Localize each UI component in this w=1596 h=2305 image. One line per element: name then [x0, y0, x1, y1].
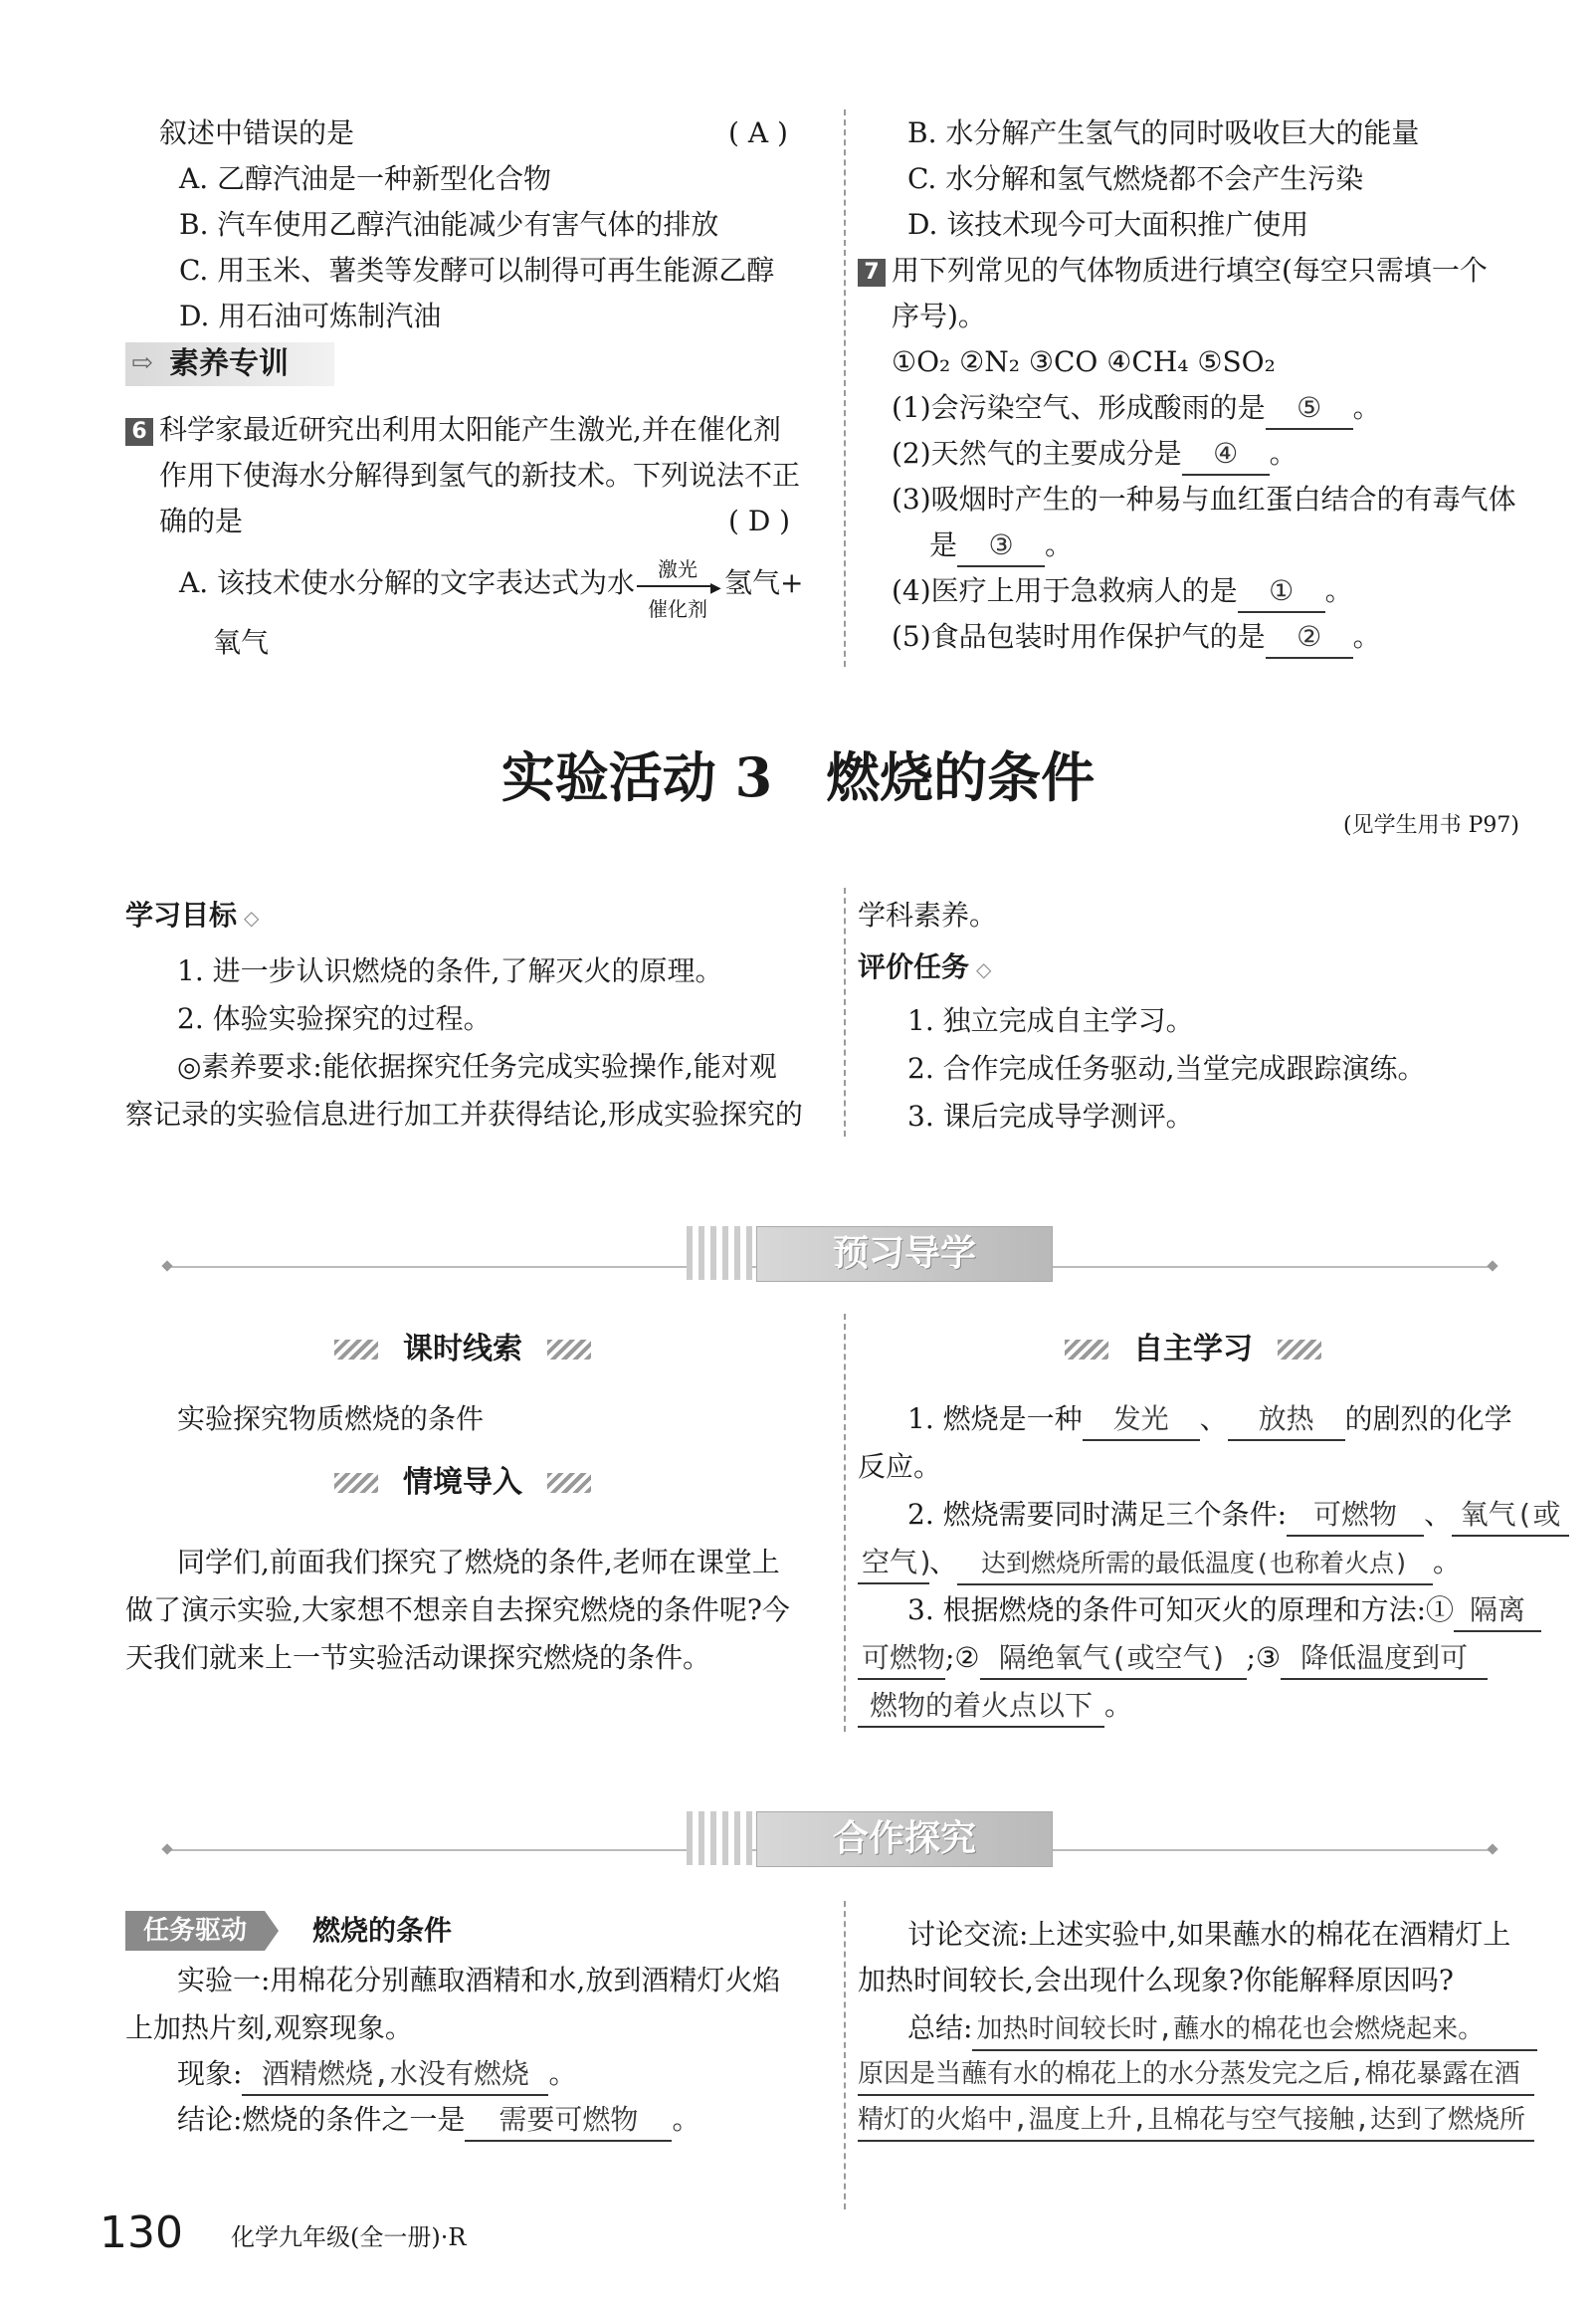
- section-tag: [125, 342, 334, 386]
- q7-item-4: (4)医疗上用于急救病人的是 ① 。: [892, 571, 1353, 613]
- q6-number: 6: [125, 418, 153, 446]
- literacy-line2: 察记录的实验信息进行加工并获得结论,形成实验探究的: [125, 1098, 803, 1131]
- banner-stripes: [687, 1811, 752, 1865]
- self-q1-line2: 反应。: [858, 1450, 942, 1483]
- q7-line2: 序号)。: [892, 300, 986, 332]
- activity-ref: (见学生用书 P97): [1343, 813, 1519, 838]
- q7-item-2: (2)天然气的主要成分是 ④ 。: [892, 434, 1297, 476]
- q6-option-a-product: 氢气+: [724, 566, 804, 599]
- q5-tail: 叙述中错误的是: [159, 116, 355, 149]
- conclusion: 结论:燃烧的条件之一是 需要可燃物 。: [177, 2100, 699, 2142]
- q7-item-1: (1)会污染空气、形成酸雨的是 ⑤ 。: [892, 388, 1381, 430]
- diamond-icon: ◇: [237, 906, 260, 930]
- goals-heading: 学习目标 ◇: [125, 899, 260, 932]
- q7-item-3: (3)吸烟时产生的一种易与血红蛋白结合的有毒气体: [892, 483, 1516, 516]
- summary-line3: 精灯的火焰中,温度上升,且棉花与空气接触,达到了燃烧所: [858, 2100, 1534, 2142]
- q5-answer: ( A ): [728, 116, 788, 149]
- arrow-icon: ⇨: [131, 348, 153, 378]
- badge-arrow-icon: [265, 1911, 279, 1951]
- literacy-tail: 学科素养。: [858, 899, 998, 932]
- book-title: 化学九年级(全一册)·R: [231, 2223, 467, 2251]
- intro-line1: 同学们,前面我们探究了燃烧的条件,老师在课堂上: [177, 1546, 780, 1578]
- self-study-heading: 自主学习: [1118, 1330, 1268, 1369]
- section-tag-label: 素养专训: [169, 346, 289, 381]
- discussion-line1: 讨论交流:上述实验中,如果蘸水的棉花在酒精灯上: [907, 1918, 1511, 1951]
- summary-line2: 原因是当蘸有水的棉花上的水分蒸发完之后,棉花暴露在酒: [858, 2054, 1534, 2096]
- q7-options: ①O₂ ②N₂ ③CO ④CH₄ ⑤SO₂: [892, 345, 1276, 378]
- q6-option-d: D. 该技术现今可大面积推广使用: [907, 208, 1309, 241]
- q6-option-a-line2: 氧气: [213, 626, 270, 659]
- summary-line1: 总结: 加热时间较长时,蘸水的棉花也会燃烧起来。: [907, 2008, 1537, 2051]
- goal-1: 1. 进一步认识燃烧的条件,了解灭火的原理。: [177, 954, 723, 987]
- q5-option-d: D. 用石油可炼制汽油: [179, 300, 442, 332]
- q7-number: 7: [858, 259, 886, 287]
- self-q1: 1. 燃烧是一种 发光 、 放热 的剧烈的化学: [907, 1399, 1512, 1441]
- clues-heading: 课时线索: [388, 1330, 537, 1369]
- q7-item-5: (5)食品包装时用作保护气的是 ② 。: [892, 617, 1381, 659]
- page-number: 130: [100, 2207, 183, 2258]
- q7-item-3b: 是 ③ 。: [929, 525, 1073, 567]
- preview-banner: 预习导学: [756, 1226, 1053, 1282]
- intro-line2: 做了演示实验,大家想不想亲自去探究燃烧的条件呢?今: [125, 1593, 790, 1626]
- self-q3-line3: 燃物的着火点以下 。: [858, 1686, 1132, 1728]
- literacy-line1: ◎素养要求:能依据探究任务完成实验操作,能对观: [177, 1050, 777, 1083]
- coop-banner: 合作探究: [756, 1811, 1053, 1867]
- diamond-icon: ◇: [969, 957, 992, 981]
- evaluation-1: 1. 独立完成自主学习。: [907, 1004, 1194, 1037]
- evaluation-2: 2. 合作完成任务驱动,当堂完成跟踪演练。: [907, 1052, 1426, 1085]
- q5-option-b: B. 汽车使用乙醇汽油能减少有害气体的排放: [179, 208, 719, 241]
- reaction-arrow: 激光 ▶ 催化剂: [635, 553, 720, 623]
- q5-option-c: C. 用玉米、薯类等发酵可以制得可再生能源乙醇: [179, 254, 775, 287]
- self-q3-line2: 可燃物;② 隔绝氧气(或空气) ;③ 降低温度到可: [858, 1638, 1488, 1680]
- exp-line2: 上加热片刻,观察现象。: [125, 2011, 413, 2044]
- q6-line2: 作用下使海水分解得到氢气的新技术。下列说法不正: [159, 459, 801, 492]
- exp-line1: 实验一:用棉花分别蘸取酒精和水,放到酒精灯火焰: [177, 1964, 781, 1996]
- evaluation-heading: 评价任务 ◇: [858, 950, 992, 983]
- q6-option-c: C. 水分解和氢气燃烧都不会产生污染: [907, 162, 1364, 195]
- clues-text: 实验探究物质燃烧的条件: [177, 1402, 485, 1435]
- banner-stripes: [687, 1226, 752, 1280]
- evaluation-3: 3. 课后完成导学测评。: [907, 1100, 1194, 1133]
- activity-title: 实验活动 3 燃烧的条件: [500, 745, 1096, 809]
- intro-line3: 天我们就来上一节实验活动课探究燃烧的条件。: [125, 1641, 711, 1674]
- self-q2: 2. 燃烧需要同时满足三个条件: 可燃物 、 氧气(或: [907, 1495, 1569, 1537]
- q6-option-a: A. 该技术使水分解的文字表达式为水: [179, 566, 636, 599]
- q6-answer: ( D ): [728, 505, 791, 537]
- intro-heading: 情境导入: [388, 1463, 537, 1503]
- phenomenon: 现象: 酒精燃烧,水没有燃烧 。: [177, 2054, 576, 2096]
- task-badge: 任务驱动: [125, 1911, 265, 1951]
- q6-line1: 6 科学家最近研究出利用太阳能产生激光,并在催化剂: [125, 410, 781, 450]
- q7-line1: 7 用下列常见的气体物质进行填空(每空只需填一个: [858, 251, 1488, 291]
- self-q2-line2: 空气)、 达到燃烧所需的最低温度(也称着火点) 。: [858, 1543, 1461, 1585]
- discussion-line2: 加热时间较长,会出现什么现象?你能解释原因吗?: [858, 1964, 1454, 1996]
- task-title: 燃烧的条件: [312, 1914, 453, 1947]
- q6-option-b: B. 水分解产生氢气的同时吸收巨大的能量: [907, 116, 1420, 149]
- q5-option-a: A. 乙醇汽油是一种新型化合物: [179, 162, 552, 195]
- goal-2: 2. 体验实验探究的过程。: [177, 1002, 492, 1035]
- self-q3: 3. 根据燃烧的条件可知灭火的原理和方法:① 隔离: [907, 1590, 1541, 1632]
- q6-line3: 确的是: [159, 505, 244, 537]
